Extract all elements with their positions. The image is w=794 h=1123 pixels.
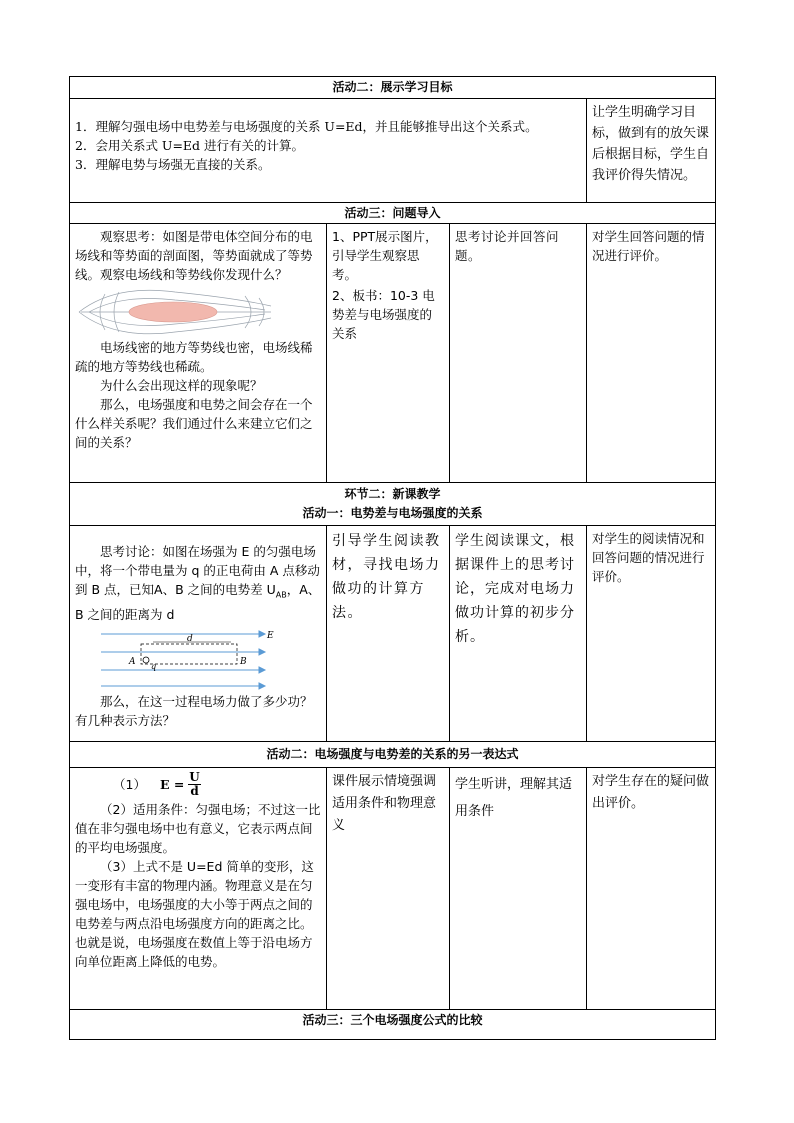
- activity2b-header: 活动二：电场强度与电势差的关系的另一表达式: [70, 742, 716, 768]
- teacher-step-1: 1、PPT展示图片，引导学生观察思考。: [332, 229, 438, 282]
- expression-evaluation: 对学生存在的疑问做出评价。: [587, 768, 716, 1010]
- formula-line: [75, 771, 321, 798]
- expression-teacher-activity: 课件展示情境强调适用条件和物理意义: [327, 768, 450, 1010]
- intro-student-activity: 思考讨论并回答问题。: [450, 224, 587, 483]
- think-question-text: 思考讨论：如图在场强为 E 的匀强电场中，将一个带电量为 q 的正电荷由 A 点移动到 B 点，已知A、B 之间的电势差 $U_{AB}$，A、B 之间的距离为 d: [75, 544, 321, 622]
- fig-q-label: q: [151, 661, 157, 671]
- fig-a-label: A: [129, 656, 136, 667]
- applicable-condition-text: （2）适用条件：匀强电场；不过这一比值在非匀强电场中也有意义，它表示两点间的平均电场强度。: [75, 802, 321, 855]
- think-student-activity: 学生阅读课文，根据课件上的思考讨论，完成对电场力做功计算的初步分析。: [450, 526, 587, 742]
- expression-content: [70, 768, 327, 1010]
- goal-1: 1．理解匀强电场中电势差与电场强度的关系 U=Ed，并且能够推导出这个关系式。: [75, 119, 538, 134]
- lesson-plan-table: [69, 76, 716, 1040]
- physical-meaning-text: （3）上式不是 U=Ed 简单的变形，这一变形有丰富的物理内涵。物理意义是在匀强电场中，电场强度的大小等于两点之间的电势差与两点沿电场强度方向的距离之比。也就是说，电场强度在数值上等于沿电场方向单位距离上降低的电势。: [75, 859, 314, 969]
- intro-teacher-activity: [327, 224, 450, 483]
- formula-label: （1）: [113, 777, 146, 792]
- intro-content: [70, 224, 327, 483]
- uniform-field-figure: [101, 628, 274, 690]
- activity3-header: 活动三：问题导入: [70, 203, 716, 224]
- think-work-question: 那么，在这一过程电场力做了多少功？有几种表示方法？: [75, 693, 313, 728]
- stage2-header: [70, 483, 716, 526]
- goals-note: 让学生明确学习目标，做到有的放矢课后根据目标，学生自我评价得失情况。: [587, 99, 716, 203]
- intro-observe-text: 观察思考：如图是带电体空间分布的电场线和等势面的剖面图，等势面就成了等势线。观察电场线和等势线你发现什么？: [75, 229, 313, 282]
- think-content: [70, 526, 327, 742]
- expression-student-activity: 学生听讲，理解其适用条件: [450, 768, 587, 1010]
- formula-denominator: d: [190, 784, 199, 798]
- activity3b-header: 活动三：三个电场强度公式的比较: [70, 1010, 716, 1040]
- activity1-title: 活动一：电势差与电场强度的关系: [302, 506, 483, 520]
- fig-e-label: E: [267, 630, 274, 641]
- charged-body-shape: [129, 302, 217, 322]
- learning-goals: [70, 99, 587, 203]
- teacher-step-2: 2、板书：10-3 电势差与电场强度的关系: [332, 288, 435, 341]
- activity2-header: 活动二：展示学习目标: [70, 77, 716, 99]
- fig-b-label: B: [240, 656, 247, 667]
- think-evaluation: 对学生的阅读情况和回答问题的情况进行评价。: [587, 526, 716, 742]
- intro-evaluation: 对学生回答问题的情况进行评价。: [587, 224, 716, 483]
- formula-numerator: U: [189, 770, 200, 784]
- fig-d-label: d: [187, 633, 193, 644]
- intro-relation-text: 那么，电场强度和电势之间会存在一个什么样关系呢？我们通过什么来建立它们之间的关系？: [75, 397, 313, 450]
- goal-3: 3．理解电势与场强无直接的关系。: [75, 157, 271, 172]
- formula-e-equals-u-over-d: E = $\frac{U}{d}$: [159, 770, 200, 798]
- intro-question-text: 为什么会出现这样的现象呢？: [100, 378, 263, 393]
- stage2-title: 环节二：新课教学: [344, 487, 441, 501]
- think-teacher-activity: 引导学生阅读教材，寻找电场力做功的计算方法。: [327, 526, 450, 742]
- intro-finding-text: 电场线密的地方等势线也密，电场线稀疏的地方等势线也稀疏。: [75, 340, 313, 374]
- goal-2: 2．会用关系式 U=Ed 进行有关的计算。: [75, 138, 305, 153]
- charge-point: [143, 657, 149, 663]
- field-lines-figure: [75, 288, 275, 336]
